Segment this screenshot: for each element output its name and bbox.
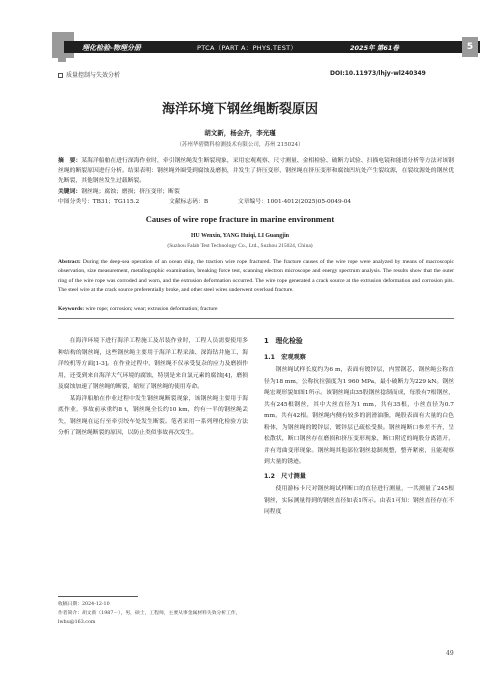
journal-name-en: PTCA（PART A：PHYS.TEST）: [197, 44, 298, 52]
classification-line: [58, 196, 454, 205]
keywords-en-text: wire rope; corrosion; wear; extrusion deformation; fracture: [85, 306, 218, 312]
journal-volume: 2025年 第61卷: [350, 44, 399, 52]
section-tag-label: 质量控制与失效分析: [66, 72, 121, 79]
clc-number: 中图分类号：TB31；TG115.2: [58, 199, 140, 205]
received-date: 收稿日期：2024-12-10: [58, 602, 110, 607]
subsection-heading: 1.2 尺寸测量: [264, 472, 306, 480]
footnote-rule: [58, 596, 138, 597]
keywords-en: [58, 306, 454, 312]
body-paragraph: 使用游标卡尺对钢丝绳试样断口的直径进行测量，一共测量了245根钢丝，实际测量得到的钢丝直径如表1所示。由表1可知：钢丝直径存在不同程度: [264, 486, 454, 515]
affiliation-en: (Suzhou Falab Test Technology Co., Ltd., Suzhou 215024, China): [167, 243, 313, 249]
affiliation-cn: （苏州华碧微科检测技术有限公司，苏州 215024）: [176, 142, 304, 148]
doi: DOI:10.11973/lhjy-wl240349: [330, 70, 426, 77]
page-number: 49: [446, 650, 454, 657]
body-paragraph: 某海洋船舶在作业过程中发生钢丝绳断裂现象，该钢丝绳主要用于海底作业，事故前承重约8 t，钢丝绳全长约10 km，约有一半的钢丝绳丢失，钢丝绳在运行至牵引绞车处发生断裂。笔者采用一系列理化检验方法分析了钢丝绳断裂的原因，以防止类似事故再次发生。: [58, 395, 248, 436]
body-left-column: [58, 336, 248, 440]
title-en: Causes of wire rope fracture in marine environment: [145, 214, 335, 224]
abstract-en: [58, 258, 454, 295]
article-number: 文章编号：1001-4012(2025)05-0049-04: [237, 199, 352, 205]
abstract-cn-text: 某海洋船舶在进行深海作业时，牵引钢丝绳发生断裂现象，采用宏观观察、尺寸测量、金相检验、破断力试验、扫描电镜和能谱分析等方法对该钢丝绳的断裂原因进行分析。结果表明：钢丝绳外圈受到腐蚀及磨损，并发生了挤压变形，钢丝绳在挤压变形和腐蚀凹坑处产生裂纹源，在裂纹源处的钢丝优先断裂，其他钢丝发生过载断裂。: [58, 158, 454, 184]
abstract-cn-label: 摘 要：: [58, 158, 82, 164]
journal-header: [0, 0, 480, 70]
abstract-en-label: Abstract:: [58, 259, 81, 265]
section-tag: [58, 70, 120, 79]
authors-en: HU Wenxin, YANG Huiqi, LI Guangjin: [191, 233, 289, 239]
journal-name-cn: 理化检验-物理分册: [82, 44, 141, 52]
abstract-cn: [58, 156, 454, 186]
section-square-icon: [58, 73, 63, 78]
keywords-en-label: Keywords:: [58, 306, 85, 312]
footnote: [58, 600, 248, 627]
section-heading: 1 理化检验: [264, 337, 303, 345]
doc-code: 文献标志码：B: [169, 199, 209, 205]
body-right-column: [264, 336, 454, 519]
divider: [58, 318, 454, 319]
keywords-cn: [58, 186, 454, 195]
authors-cn: 胡文新，杨会齐，李光瑾: [204, 129, 276, 137]
keywords-cn-label: 关键词：: [58, 189, 82, 195]
issue-badge: 5: [462, 37, 478, 57]
abstract-en-text: During the deep-sea operation of an ocean ship, the traction wire rope fractured. The fracture causes of the wire rope were analyzed by means of macroscopic observation, size measurement, metallographic examination, breaking force test, scanning electron microscope and energy spectrum analysis. The results show that the outer ring of the wire rope was corroded and worn, and the extrusion deformation occurred. The wire rope generated a crack source at the extrusion deformation and corrosion pits. The steel wire at the crack source preferentially broke, and other steel wires underwent overload fracture.: [58, 259, 454, 293]
author-bio: 作者简介：胡文新（1987－），男，硕士，工程师，主要从事金属材料失效分析工作，lwhu@163.com: [58, 611, 241, 625]
subsection-heading: 1.1 宏观观察: [264, 353, 306, 361]
body-paragraph: 在海洋环境下进行海洋工程施工及吊装作业时，工程人员需要使用多种结构的钢丝绳，这些钢丝绳主要用于海洋工程采油、深海钻井施工、海洋绞机等方面[1-3]。在作业过程中，钢丝绳不仅承受复杂的应力及磨损作用，还受到来自海洋大气环境的腐蚀，特别是来自氯元素的腐蚀[4]，磨损及腐蚀加速了钢丝绳的断裂，缩短了钢丝绳的使用寿命。: [58, 338, 248, 390]
body-paragraph: 钢丝绳试样长度约为6 m，表面有镀锌层，内置钢芯，钢丝绳公称直径为18 mm，公称抗拉强度为1 960 MPa，最小破断力为229 kN。钢丝绳宏观形貌如图1所示。该钢丝绳由35股钢丝捻制而成，每股有7根钢丝，共有245根钢丝，其中大丝直径为1 mm，共有35根，小丝直径为0.7 mm，共有42根。钢丝绳内侧有较多的润滑油脂，绳股表面有大量的白色粉体，为钢丝绳的镀锌层，镀锌层已疏松受损。钢丝绳断口参差不齐，呈松散状，断口钢丝存在磨损和挤压变形现象，断口附近的绳股分离错开，并有弯曲变形现象。钢丝绳其他部位钢丝捻制规整，整齐紧密，且能观察到大量的锈迹。: [264, 367, 454, 465]
keywords-cn-text: 钢丝绳；腐蚀；磨损；挤压变形；断裂: [81, 189, 180, 195]
title-cn: 海洋环境下钢丝绳断裂原因: [161, 102, 318, 117]
